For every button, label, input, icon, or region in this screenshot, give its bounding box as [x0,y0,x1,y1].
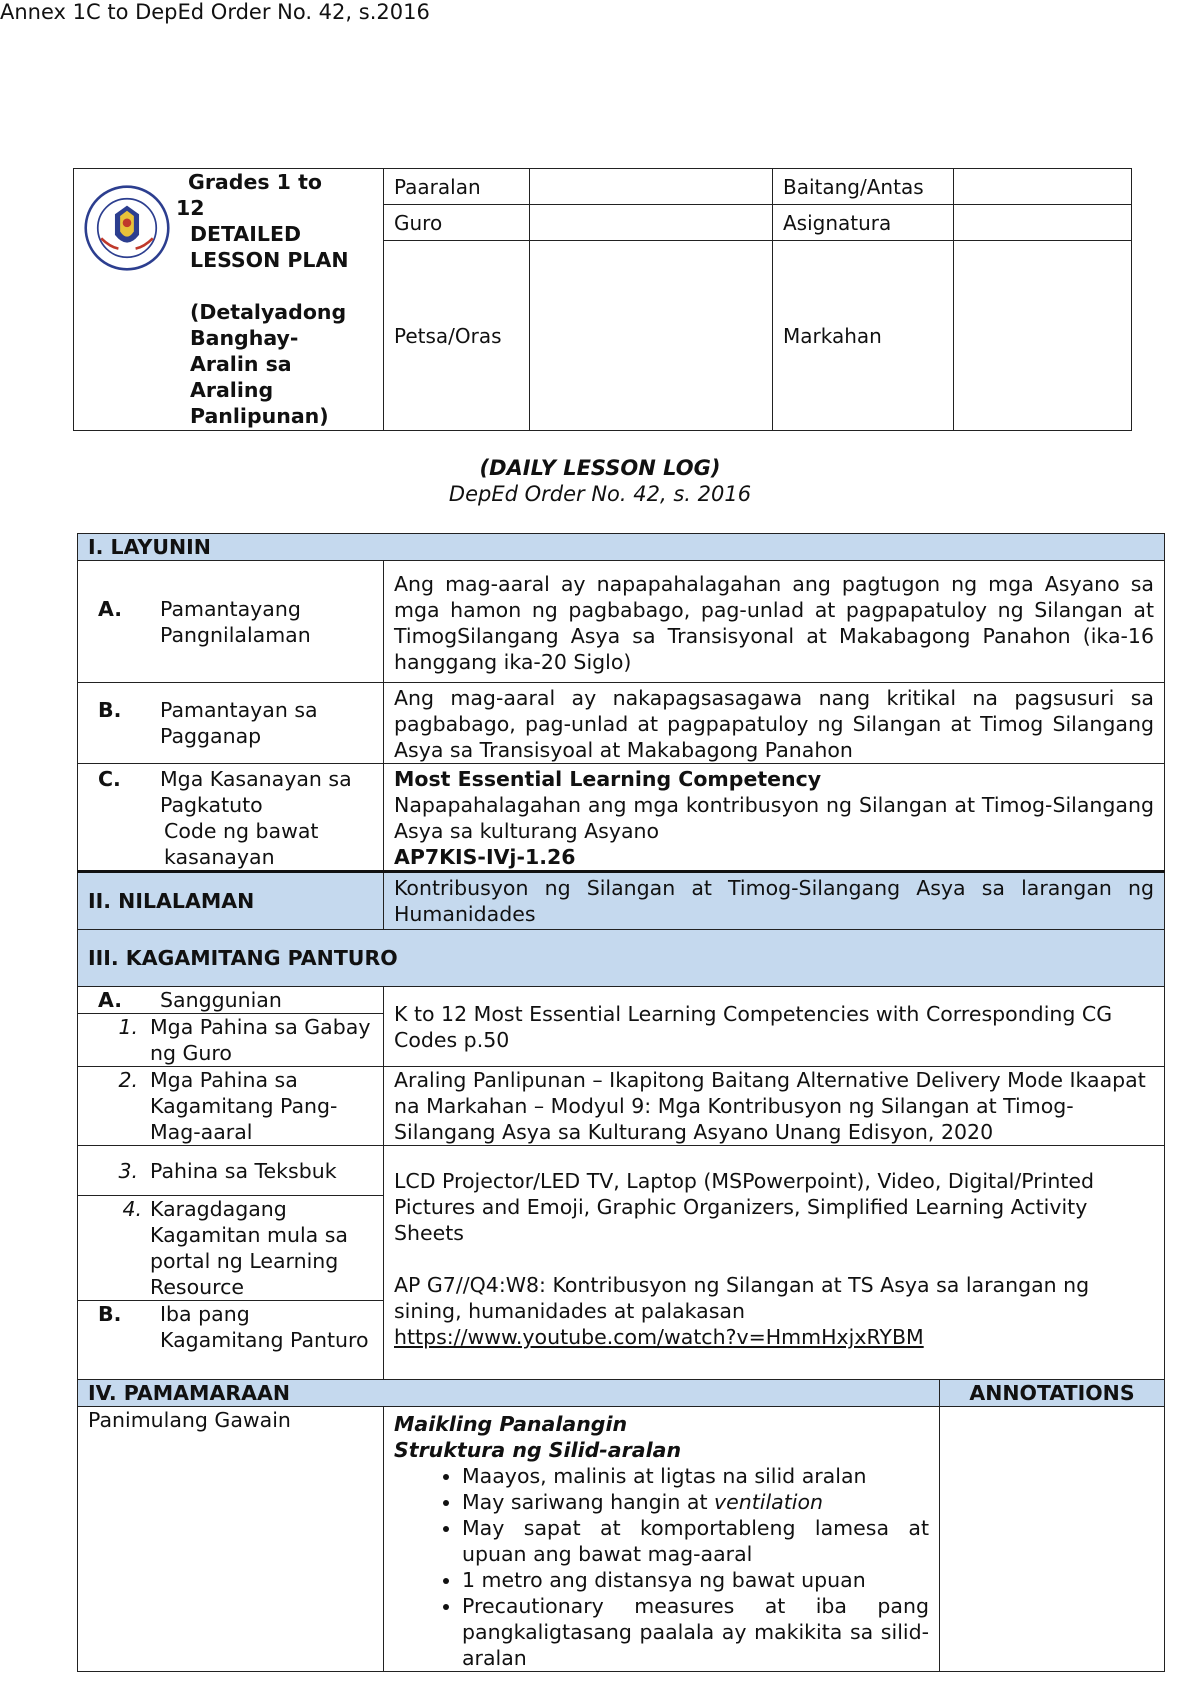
item-key: B. [98,1302,122,1326]
title-line: Grades 1 to [188,170,322,194]
asignatura-label: Asignatura [773,205,954,241]
annex-reference: Annex 1C to DepEd Order No. 42, s.2016 [0,0,430,24]
paaralan-value[interactable] [530,169,773,205]
nilalaman-text: Kontribusyon ng Silangan at Timog-Silangang Asya sa larangan ng Humanidades [384,872,1165,930]
item-label: Code ng bawat kasanayan [164,819,319,869]
item-label: Pamantayang Pangnilalaman [160,596,311,647]
list-item: • May sariwang hangin at ventilation [462,1489,929,1515]
header-table [73,168,1132,431]
item-label: Mga Pahina sa Kagamitang Pang-Mag-aaral [150,1068,338,1144]
item-label: Iba pang Kagamitang Panturo [160,1302,369,1352]
video-title: AP G7//Q4:W8: Kontribusyon ng Silangan at TS Asya sa larangan ng sining, humanidades at palakasan [394,1273,1090,1323]
markahan-value[interactable] [954,241,1132,431]
item-key: A. [98,596,123,621]
markahan-label: Markahan [773,241,954,431]
annotations-heading: ANNOTATIONS [940,1380,1165,1407]
panimulang-gawain-label: Panimulang Gawain [78,1407,384,1672]
petsa-value[interactable] [530,241,773,431]
iba-pang-kagamitan-text [384,1146,1165,1380]
kagamitan-1-label [78,1014,384,1067]
item-key: C. [98,767,121,791]
kagamitan-2-label [78,1067,384,1146]
asignatura-value[interactable] [954,205,1132,241]
deped-seal-logo [84,185,170,271]
title-line: Araling [190,378,274,402]
layunin-a-label [78,561,384,683]
annotations-cell[interactable] [940,1407,1165,1672]
layunin-c-text [384,764,1165,872]
item-label: Pahina sa Teksbuk [150,1158,337,1183]
layunin-b-text: Ang mag-aaral ay nakapagsasagawa nang kritikal na pagsusuri sa pagbabago, pag-unlad at pagpapatuloy ng Silangan at Timog Silangang Asya sa Transisyoal at Makabagong Panahon [384,683,1165,764]
baitang-value[interactable] [954,169,1132,205]
list-item: • 1 metro ang distansya ng bawat upuan [462,1567,929,1593]
guro-value[interactable] [530,205,773,241]
item-key: 4. [122,1197,142,1221]
item-label: Sanggunian [160,988,282,1012]
youtube-link[interactable]: https://www.youtube.com/watch?v=HmmHxjxRYBM [394,1325,924,1349]
panalangin-heading: Maikling Panalangin [394,1412,628,1436]
section-kagamitan: III. KAGAMITANG PANTURO [78,930,1165,987]
section-nilalaman: II. NILALAMAN [78,872,384,930]
kagamitang-mag-aaral-text: Araling Panlipunan – Ikapitong Baitang Alternative Delivery Mode Ikaapat na Markahan – Modyul 9: Mga Kontribusyon ng Silangan at Timog-Silangang Asya sa Kulturang Asyano Unang Edisyon, 2020 [384,1067,1165,1146]
kagamitan-4-label [78,1196,384,1301]
guro-label: Guro [384,205,530,241]
lesson-log-table [77,533,1165,1672]
kagamitan-3-label [78,1146,384,1196]
melc-text: Napapahalagahan ang mga kontribusyon ng Silangan at Timog-Silangang Asya sa kulturang Asyano [394,793,1154,843]
section-layunin: I. LAYUNIN [78,534,1165,561]
item-label: Mga Pahina sa Gabay ng Guro [150,1015,371,1065]
petsa-label: Petsa/Oras [384,241,530,431]
title-line: Panlipunan) [190,404,329,428]
title-line: LESSON PLAN [190,248,349,272]
layunin-a-text: Ang mag-aaral ay napapahalagahan ang pagtugon ng mga Asyano sa mga hamon ng pagbabago, pag-unlad at pagpapatuloy ng Silangan at TimogSilangang Asya sa Transisyonal at Makabagong Panahon (ika-16 hanggang ika-20 Siglo) [384,561,1165,683]
list-item: • May sapat at komportableng lamesa at upuan ang bawat mag-aaral [462,1515,929,1567]
title-line: Banghay- [190,326,299,350]
layunin-b-label [78,683,384,764]
title-line: (Detalyadong [190,300,347,324]
item-key: A. [98,988,123,1012]
kagamitan-b-label [78,1301,384,1380]
plan-title [176,169,349,429]
item-key: 1. [118,1015,138,1039]
item-key: 3. [118,1158,138,1183]
list-item: • Maayos, malinis at ligtas na silid aralan [462,1463,929,1489]
item-key: B. [98,698,122,722]
gabay-guro-text: K to 12 Most Essential Learning Competencies with Corresponding CG Codes p.50 [384,987,1165,1067]
item-label: Mga Kasanayan sa Pagkatuto [160,767,352,817]
title-line: DETAILED [190,222,301,246]
materials-list: LCD Projector/LED TV, Laptop (MSPowerpoint), Video, Digital/Printed Pictures and Emoji, Graphic Organizers, Simplified Learning Activity Sheets [394,1169,1095,1245]
item-key: 2. [118,1068,138,1092]
paaralan-label: Paaralan [384,169,530,205]
section-pamamaraan: IV. PAMAMARAAN [78,1380,940,1407]
layunin-c-label [78,764,384,872]
baitang-label: Baitang/Antas [773,169,954,205]
melc-heading: Most Essential Learning Competency [394,767,822,791]
struktura-heading: Struktura ng Silid-aralan [394,1438,682,1462]
title-cell [74,169,384,431]
title-line: Aralin sa [190,352,292,376]
melc-code: AP7KIS-IVj-1.26 [394,845,576,869]
kagamitan-a-label [78,987,384,1014]
item-label: Karagdagang Kagamitan mula sa portal ng Learning Resource [150,1197,348,1299]
panimulang-gawain-content [384,1407,940,1672]
title-line: 12 [176,196,205,220]
list-item: • Precautionary measures at iba pang pangkaligtasang paalala ay makikita sa silid-aralan [462,1593,929,1671]
item-label: Pamantayan sa Pagganap [160,698,318,748]
deped-order-subtitle: DepEd Order No. 42, s. 2016 [448,482,752,506]
classroom-checklist [394,1463,929,1671]
daily-lesson-log-title: (DAILY LESSON LOG) [479,456,721,480]
